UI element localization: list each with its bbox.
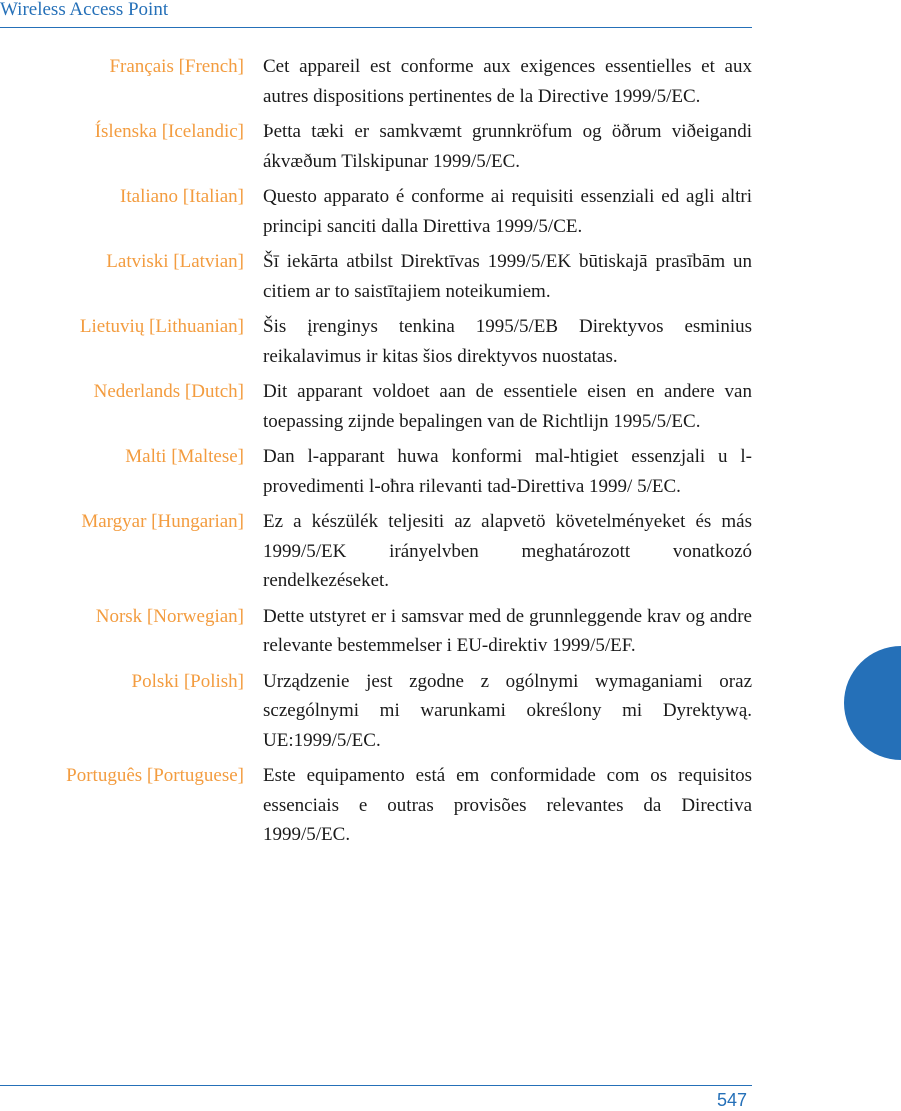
declaration-entry-dutch bbox=[0, 377, 752, 436]
language-label: Lietuvių [Lithuanian] bbox=[79, 316, 244, 337]
declaration-text: Urządzenie jest zgodne z ogólnymi wymaganiami oraz sczególnymi mi warunkami określony mi Dyrektywą. UE:1999/5/EC. bbox=[263, 670, 752, 751]
header-divider bbox=[0, 27, 752, 28]
declaration-text: Þetta tæki er samkvæmt grunnkröfum og öðrum viðeigandi ákvæðum Tilskipunar 1999/5/EC. bbox=[263, 121, 752, 172]
declaration-text: Šī iekārta atbilst Direktīvas 1999/5/EK būtiskajā prasībām un citiem ar to saistītajiem noteikumiem. bbox=[263, 251, 752, 302]
declaration-text: Ez a készülék teljesiti az alapvetö követelményeket és más 1999/5/EK irányelvben meghatározott vonatkozó rendelkezéseket. bbox=[263, 511, 752, 591]
declaration-text: Este equipamento está em conformidade com os requisitos essenciais e outras provisões relevantes da Directiva 1999/5/EC. bbox=[263, 765, 752, 845]
language-declarations-list bbox=[0, 52, 752, 856]
footer-divider bbox=[0, 1085, 752, 1086]
header-title: Wireless Access Point bbox=[0, 0, 169, 20]
language-label: Polski [Polish] bbox=[131, 670, 244, 692]
declaration-entry-italian bbox=[0, 182, 752, 241]
declaration-entry-french bbox=[0, 52, 752, 111]
language-label: Português [Portuguese] bbox=[66, 765, 244, 786]
page-number: 547 bbox=[716, 1090, 747, 1110]
language-label: Italiano [Italian] bbox=[120, 186, 244, 207]
declaration-entry-polish bbox=[0, 667, 752, 756]
language-label: Norsk [Norwegian] bbox=[95, 605, 244, 627]
language-label: Nederlands [Dutch] bbox=[93, 381, 244, 402]
declaration-entry-latvian bbox=[0, 247, 752, 306]
language-label: Íslenska [Icelandic] bbox=[94, 121, 244, 142]
declaration-text: Šis įrenginys tenkina 1995/5/EB Direktyvos esminius reikalavimus ir kitas šios direktyvos nuostatas. bbox=[263, 316, 752, 367]
declaration-entry-lithuanian bbox=[0, 312, 752, 371]
declaration-text: Dit apparant voldoet aan de essentiele eisen en andere van toepassing zijnde bepalingen van de Richtlijn 1995/5/EC. bbox=[263, 381, 752, 432]
declaration-entry-norwegian bbox=[0, 602, 752, 661]
language-label: Latviski [Latvian] bbox=[106, 251, 244, 272]
language-label: Malti [Maltese] bbox=[125, 446, 244, 467]
language-label: Margyar [Hungarian] bbox=[81, 511, 244, 532]
declaration-entry-portuguese bbox=[0, 761, 752, 850]
declaration-text: Questo apparato é conforme ai requisiti essenziali ed agli altri principi sanciti dalla Direttiva 1999/5/CE. bbox=[263, 186, 752, 237]
language-label: Français [French] bbox=[109, 56, 244, 77]
declaration-entry-hungarian bbox=[0, 507, 752, 596]
declaration-entry-maltese bbox=[0, 442, 752, 501]
declaration-text: Cet appareil est conforme aux exigences essentielles et aux autres dispositions pertinentes de la Directive 1999/5/EC. bbox=[263, 56, 752, 107]
declaration-text: Dan l-apparant huwa konformi mal-htigiet essenzjali u l-provedimenti l-oħra rilevanti tad-Direttiva 1999/ 5/EC. bbox=[263, 446, 752, 497]
declaration-entry-icelandic bbox=[0, 117, 752, 176]
declaration-text: Dette utstyret er i samsvar med de grunnleggende krav og andre relevante bestemmelser i EU-direktiv 1999/5/EF. bbox=[263, 605, 752, 656]
chapter-tab-marker bbox=[844, 646, 901, 760]
